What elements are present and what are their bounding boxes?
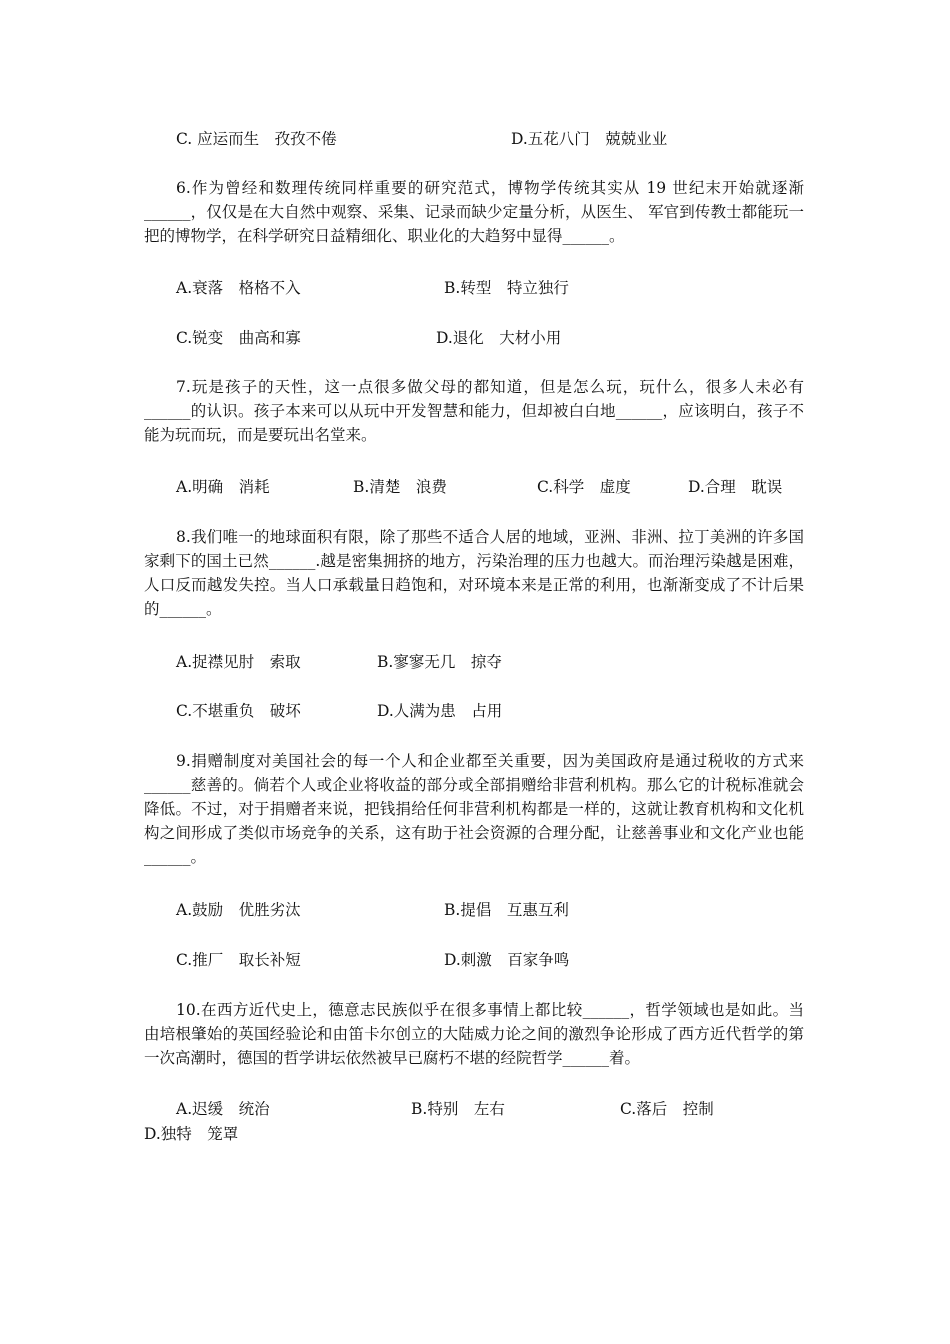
question-8-text: 8.我们唯一的地球面积有限，除了那些不适合人居的地域，亚洲、非洲、拉丁美洲的许多国家剩下的国土已然______.越是密集拥挤的地方，污染治理的压力也越大。而治理污染越是困难，人口反而越发失控。当人口承载量日趋饱和，对环境本来是正常的利用，也渐渐变成了不计后果的______。 bbox=[144, 528, 804, 618]
q10-option-b: B.特别 左右 bbox=[411, 1100, 505, 1118]
q6-option-d: D.退化 大材小用 bbox=[436, 329, 562, 347]
q7-option-b: B.清楚 浪费 bbox=[353, 478, 447, 496]
question-10-text: 10.在西方近代史上，德意志民族似乎在很多事情上都比较______，哲学领域也是如此。当由培根肇始的英国经验论和由笛卡尔创立的大陆威力论之间的激烈争论形成了西方近代哲学的第一次高潮时，德国的哲学讲坛依然被早已腐朽不堪的经院哲学______着。 bbox=[144, 1001, 804, 1067]
q7-option-c: C.科学 虚度 bbox=[537, 478, 631, 496]
question-9-text: 9.捐赠制度对美国社会的每一个人和企业都至关重要，因为美国政府是通过税收的方式来______慈善的。倘若个人或企业将收益的部分或全部捐赠给非营利机构。那么它的计税标准就会降低。不过，对于捐赠者来说，把钱捐给任何非营利机构都是一样的，这就让教育机构和文化机构之间形成了类似市场竞争的关系，这有助于社会资源的合理分配，让慈善事业和文化产业也能______。 bbox=[144, 752, 804, 866]
q6-option-a: A.衰落 格格不入 bbox=[176, 279, 301, 297]
question-7-text: 7.玩是孩子的天性，这一点很多做父母的都知道，但是怎么玩，玩什么，很多人未必有______的认识。孩子本来可以从玩中开发智慧和能力，但却被白白地______，应该明白，孩子不能为玩而玩，而是要玩出名堂来。 bbox=[144, 378, 804, 444]
q8-option-d: D.人满为患 占用 bbox=[377, 702, 503, 720]
q9-option-a: A.鼓励 优胜劣汰 bbox=[176, 901, 301, 919]
q9-option-d: D.刺激 百家争鸣 bbox=[444, 951, 570, 969]
q5-option-d: D.五花八门 兢兢业业 bbox=[511, 130, 668, 148]
q6-option-c: C.锐变 曲高和寡 bbox=[176, 329, 301, 347]
q8-option-b: B.寥寥无几 掠夺 bbox=[377, 653, 502, 671]
q10-option-c: C.落后 控制 bbox=[620, 1100, 714, 1118]
q7-option-a: A.明确 消耗 bbox=[176, 478, 270, 496]
q8-option-c: C.不堪重负 破坏 bbox=[176, 702, 301, 720]
question-6-text: 6.作为曾经和数理传统同样重要的研究范式，博物学传统其实从 19 世纪末开始就逐渐______，仅仅是在大自然中观察、采集、记录而缺少定量分析，从医生、 军官到传教士都能玩一把的博物学，在科学研究日益精细化、职业化的大趋努中显得______。 bbox=[144, 179, 804, 245]
q9-option-c: C.推厂 取长补短 bbox=[176, 951, 301, 969]
q8-option-a: A.捉襟见肘 索取 bbox=[176, 653, 301, 671]
q10-option-d: D.独特 笼罩 bbox=[144, 1125, 239, 1143]
q10-option-a: A.迟缓 统治 bbox=[176, 1100, 270, 1118]
q5-option-c: C. 应运而生 孜孜不倦 bbox=[176, 130, 337, 148]
q7-option-d: D.合理 耽误 bbox=[688, 478, 783, 496]
q9-option-b: B.提倡 互惠互利 bbox=[444, 901, 569, 919]
q6-option-b: B.转型 特立独行 bbox=[444, 279, 569, 297]
